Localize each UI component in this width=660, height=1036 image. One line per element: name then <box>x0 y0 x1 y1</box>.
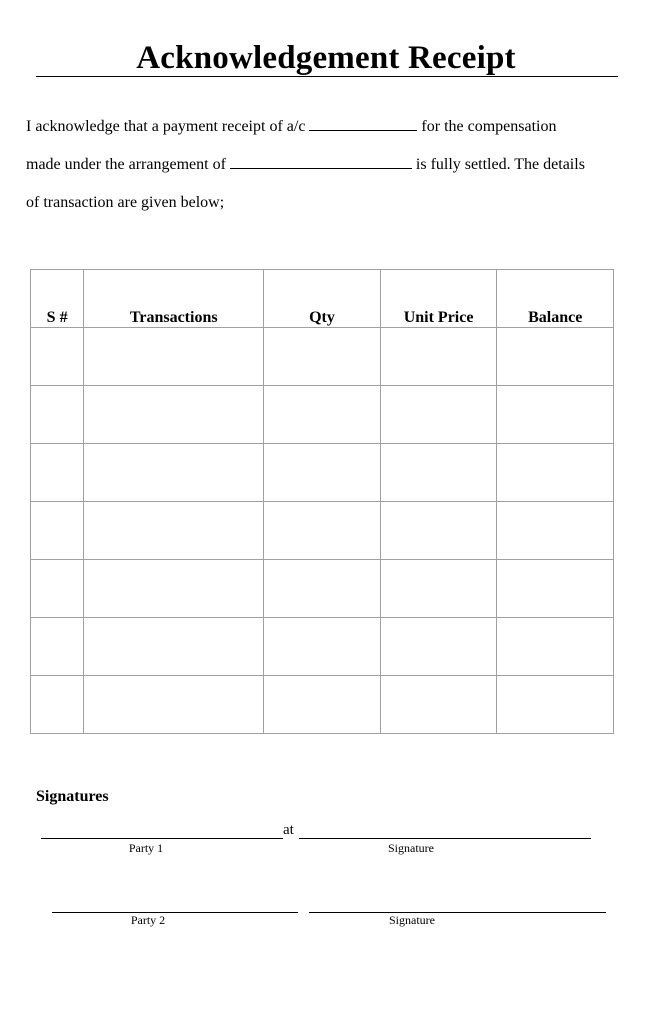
column-header-balance: Balance <box>497 270 614 328</box>
table-row <box>31 328 614 386</box>
table-cell[interactable] <box>264 386 381 444</box>
table-cell[interactable] <box>84 676 264 734</box>
at-label: at <box>283 822 294 838</box>
table-cell[interactable] <box>264 444 381 502</box>
paragraph-line-3: of transaction are given below; <box>26 194 225 211</box>
signature2-caption: Signature <box>389 913 435 927</box>
table-cell[interactable] <box>31 386 84 444</box>
table-cell[interactable] <box>380 502 497 560</box>
column-header-qty: Qty <box>264 270 381 328</box>
table-cell[interactable] <box>264 676 381 734</box>
party2-caption: Party 2 <box>130 913 166 927</box>
table-cell[interactable] <box>497 328 614 386</box>
table-cell[interactable] <box>380 444 497 502</box>
table-row <box>31 502 614 560</box>
signature1-line[interactable] <box>299 838 591 839</box>
table-row <box>31 560 614 618</box>
table-cell[interactable] <box>84 618 264 676</box>
table-cell[interactable] <box>31 560 84 618</box>
paragraph-line-2 <box>26 154 585 175</box>
table-cell[interactable] <box>497 618 614 676</box>
table-cell[interactable] <box>380 328 497 386</box>
table-cell[interactable] <box>264 618 381 676</box>
table-cell[interactable] <box>31 676 84 734</box>
column-header-transactions: Transactions <box>84 270 264 328</box>
table-cell[interactable] <box>84 560 264 618</box>
table-cell[interactable] <box>380 676 497 734</box>
column-header-serial: S # <box>31 270 84 328</box>
table-cell[interactable] <box>31 328 84 386</box>
paragraph-text: I acknowledge that a payment receipt of a/c <box>26 118 310 135</box>
document-title: Acknowledgement Receipt <box>136 40 516 76</box>
paragraph-text: for the compensation <box>417 118 557 135</box>
table-cell[interactable] <box>31 444 84 502</box>
column-header-unit-price: Unit Price <box>380 270 497 328</box>
paragraph-text: made under the arrangement of <box>26 156 230 173</box>
table-cell[interactable] <box>497 502 614 560</box>
account-blank-field[interactable] <box>309 116 417 131</box>
transactions-table <box>30 269 614 734</box>
table-cell[interactable] <box>497 386 614 444</box>
paragraph-line-1 <box>26 116 557 137</box>
arrangement-blank-field[interactable] <box>230 154 412 169</box>
title-underline <box>36 76 618 77</box>
table-header-row <box>31 270 614 328</box>
table-row <box>31 386 614 444</box>
paragraph-text: is fully settled. The details <box>411 156 585 173</box>
table-row <box>31 676 614 734</box>
party1-caption: Party 1 <box>128 841 164 855</box>
party1-signature-line[interactable] <box>41 838 283 839</box>
table-cell[interactable] <box>31 502 84 560</box>
table-cell[interactable] <box>84 444 264 502</box>
table-cell[interactable] <box>264 502 381 560</box>
table-row <box>31 618 614 676</box>
table-cell[interactable] <box>84 386 264 444</box>
table-row <box>31 444 614 502</box>
table-cell[interactable] <box>264 328 381 386</box>
table-cell[interactable] <box>497 676 614 734</box>
signature1-caption: Signature <box>388 841 434 855</box>
table-cell[interactable] <box>380 386 497 444</box>
signatures-heading: Signatures <box>36 788 109 805</box>
table-cell[interactable] <box>84 328 264 386</box>
table-cell[interactable] <box>497 560 614 618</box>
table-cell[interactable] <box>380 560 497 618</box>
table-cell[interactable] <box>380 618 497 676</box>
table-cell[interactable] <box>84 502 264 560</box>
table-cell[interactable] <box>497 444 614 502</box>
table-cell[interactable] <box>31 618 84 676</box>
table-cell[interactable] <box>264 560 381 618</box>
